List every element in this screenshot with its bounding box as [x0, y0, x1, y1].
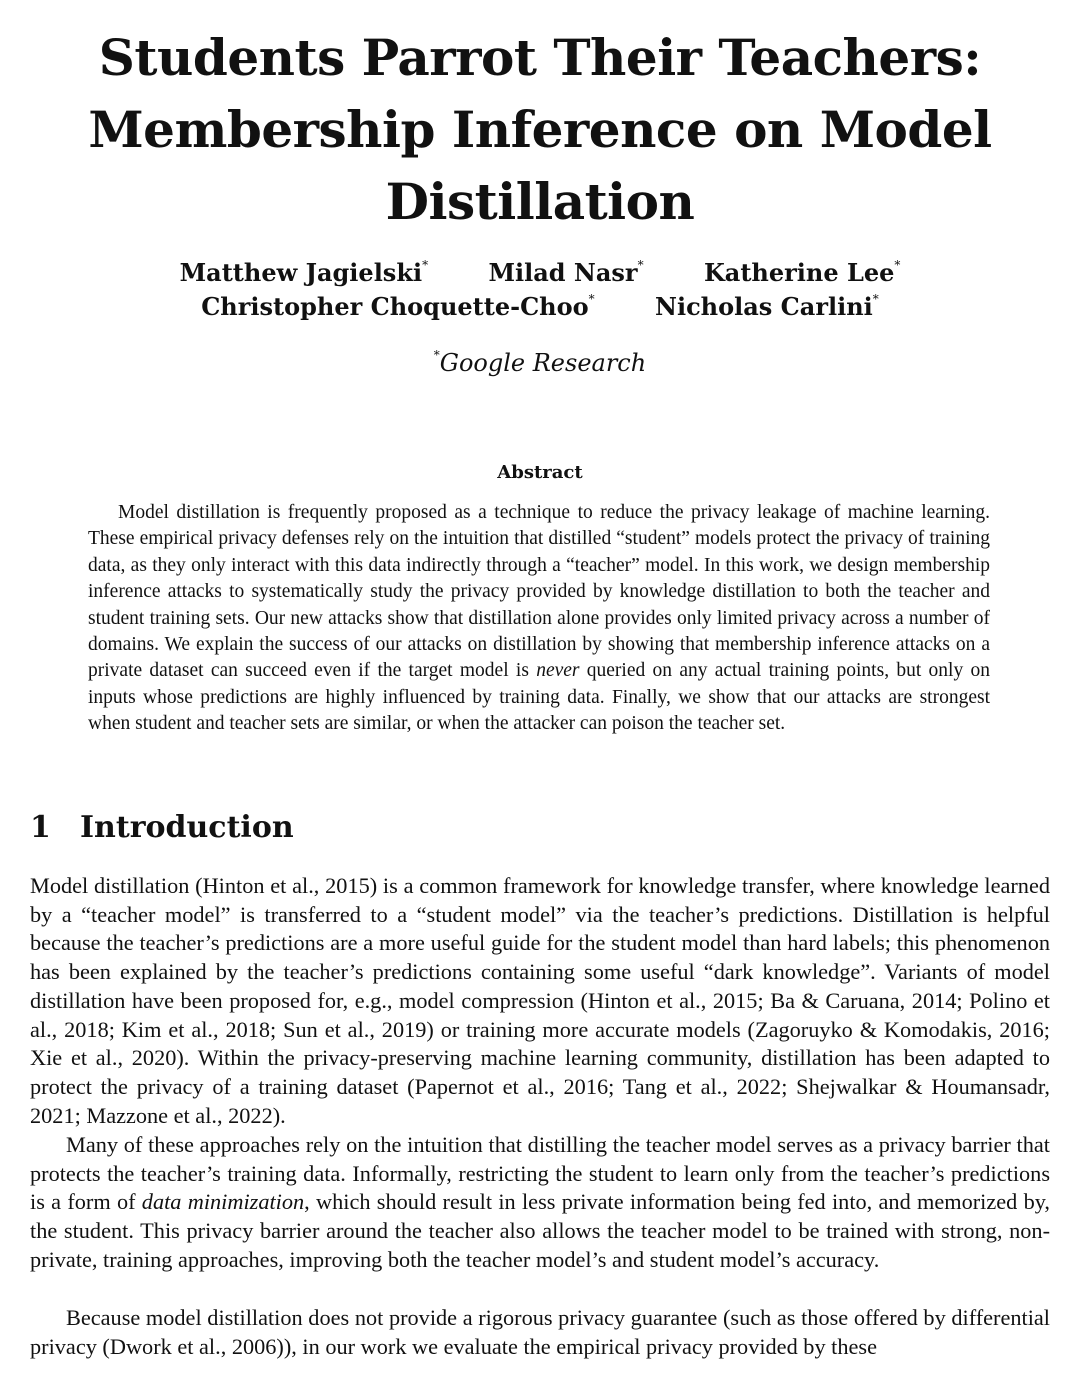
author-name: Nicholas Carlini — [655, 292, 873, 321]
author-name: Katherine Lee — [703, 258, 895, 287]
author-line — [80, 290, 1000, 324]
affiliation-name: Google Research — [439, 349, 647, 377]
affiliation-mark: * — [872, 292, 879, 306]
paragraph — [30, 1131, 1050, 1275]
affiliation-mark: * — [422, 258, 429, 272]
author — [180, 256, 428, 290]
author — [704, 256, 900, 290]
affiliation-mark: * — [637, 258, 644, 272]
title-line: Students Parrot Their Teachers: — [98, 28, 982, 87]
paragraph-part: Many of these approaches rely on the intuition that distilling the teacher model serves as a privacy barrier that protects the teacher’s training data. Informally, restricting the student to learn only from the teacher’s predictions is a form of — [30, 1132, 1050, 1215]
section-title: Introduction — [80, 810, 294, 845]
title-line: Distillation — [385, 172, 695, 231]
author-name: Milad Nasr — [488, 258, 638, 287]
abstract-text-part: Model distillation is frequently proposed as a technique to reduce the privacy leakage of machine learning. These empirical privacy defenses rely on the intuition that distilled “student” models protect the privacy of training data, as they only interact with this data indirectly through a “teacher” model. In this work, we design membership inference attacks to systematically study the privacy provided by knowledge distillation to both the teacher and student training sets. Our new attacks show that distillation alone provides only limited privacy across a number of domains. We explain the success of our attacks on distillation by showing that membership inference attacks on a private dataset can succeed even if the target model is — [88, 502, 990, 682]
author-name: Matthew Jagielski — [179, 258, 423, 287]
abstract-heading: Abstract — [497, 462, 583, 483]
author-line — [80, 256, 1000, 290]
author — [655, 290, 879, 324]
title-line: Membership Inference on Model — [88, 100, 992, 159]
paper-title — [60, 22, 1020, 238]
author-list — [80, 256, 1000, 324]
section-number: 1 — [30, 810, 51, 845]
affiliation-mark: * — [433, 348, 440, 362]
affiliation-mark: * — [894, 258, 901, 272]
author — [488, 256, 643, 290]
author — [201, 290, 594, 324]
author-name: Christopher Choquette-Choo — [201, 292, 589, 321]
affiliation-mark: * — [588, 292, 595, 306]
paragraph: Model distillation (Hinton et al., 2015) is a common framework for knowledge transfer, where knowledge learned by a “teacher model” is transferred to a “student model” via the teacher’s predictions. Distillation is helpful because the teacher’s predictions are a more useful guide for the student model than hard labels; this phenomenon has been explained by the teacher’s predictions containing some useful “dark knowledge”. Variants of model distillation have been proposed for, e.g., model compression (Hinton et al., 2015; Ba & Caruana, 2014; Polino et al., 2018; Kim et al., 2018; Sun et al., 2019) or training more accurate models (Zagoruyko & Komodakis, 2016; Xie et al., 2020). Within the privacy-preserving machine learning community, distillation has been adapted to protect the privacy of a training dataset (Papernot et al., 2016; Tang et al., 2022; Shejwalkar & Houmansadr, 2021; Mazzone et al., 2022). — [30, 873, 1050, 1128]
paragraph: Because model distillation does not provide a rigorous privacy guarantee (such as those offered by differential privacy (Dwork et al., 2006)), in our work we evaluate the empirical privacy provided by these — [30, 1305, 1050, 1359]
section-heading — [30, 808, 1050, 848]
affiliation — [80, 346, 1000, 380]
abstract-text-part: queried on any actual training points, but only on inputs whose predictions are highly influenced by training data. Finally, we show that our attacks are strongest when student and teacher sets are similar, or when the attacker can poison the teacher set. — [88, 660, 990, 735]
abstract-text — [88, 500, 990, 738]
paragraph-emphasis: data minimization — [141, 1189, 305, 1215]
paragraph-part: , which should result in less private information being fed into, and memorized by, the student. This privacy barrier around the teacher also allows the teacher model to be trained with strong, non-private, training approaches, improving both the teacher model’s and student model’s accuracy. — [30, 1189, 1050, 1272]
abstract-emphasis: never — [536, 660, 580, 682]
